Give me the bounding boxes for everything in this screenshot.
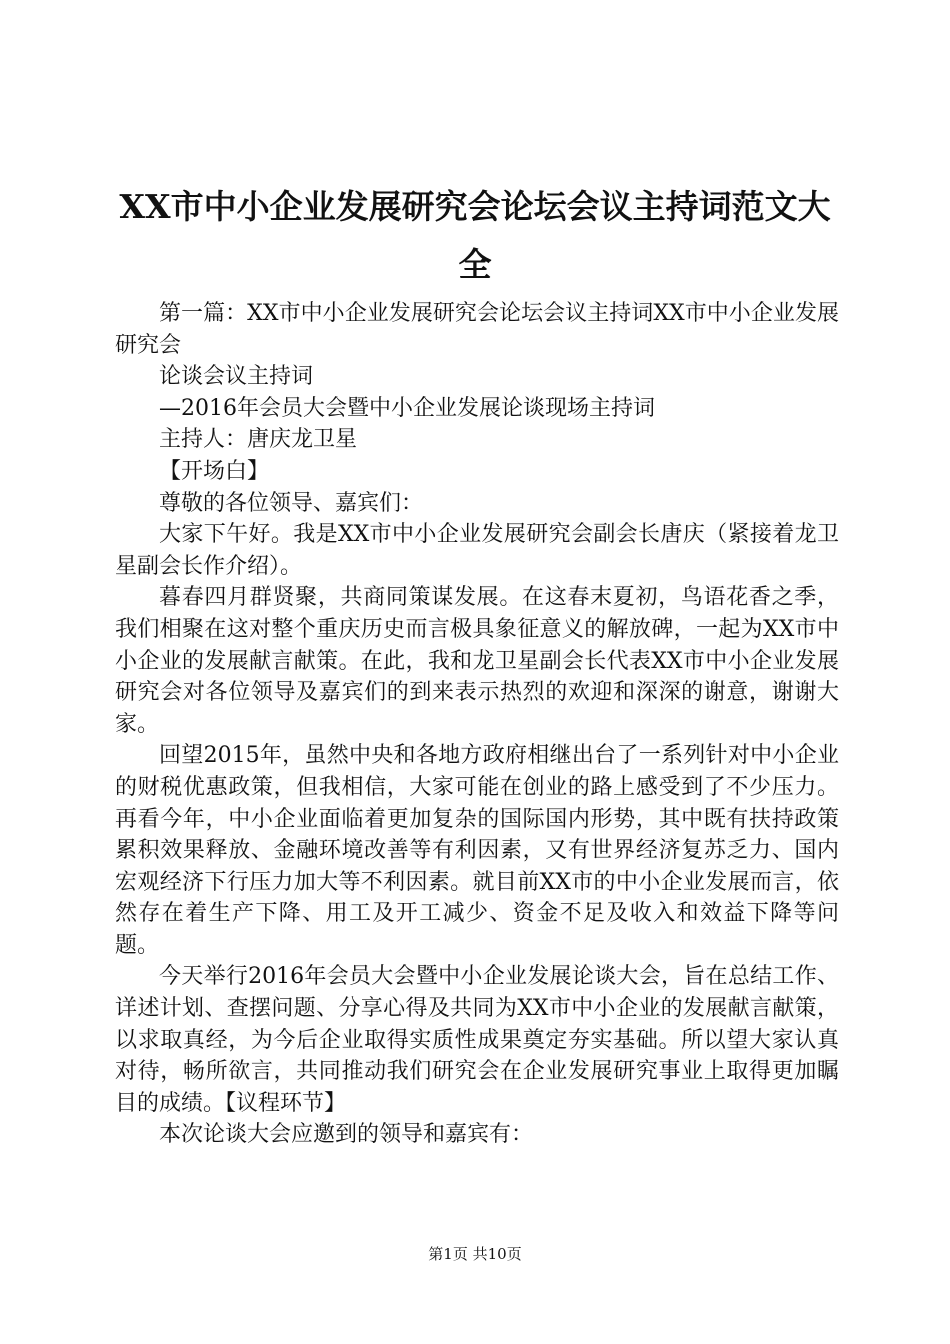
paragraph-review: 回望2015年，虽然中央和各地方政府相继出台了一系列针对中小企业的财税优惠政策，但我相信，大家可能在创业的路上感受到了不少压力。再看今年，中小企业面临着更加复杂的国际国内形势，其中既有扶持政策累积效果释放、金融环境改善等有利因素，又有世界经济复苏乏力、国内宏观经济下行压力加大等不利因素。就目前XX市的中小企业发展而言，依然存在着生产下降、用工及开工减少、资金不足及收入和效益下降等问题。 [115,743,839,958]
paragraph-host: 主持人：唐庆龙卫星 [159,427,358,453]
paragraph-guests: 本次论谈大会应邀到的领导和嘉宾有： [159,1122,534,1148]
paragraph-opening-heading: 【开场白】 [159,458,270,484]
paragraph-greeting: 大家下午好。我是XX市中小企业发展研究会副会长唐庆（紧接着龙卫星副会长作介绍）。 [115,522,839,579]
document-title: XX市中小企业发展研究会论坛会议主持词范文大全 [119,187,831,284]
page-footer: 第1页 共10页 [428,1245,522,1263]
paragraph-salutation: 尊敬的各位领导、嘉宾们： [159,490,424,516]
paragraph-welcome: 暮春四月群贤聚，共商同策谋发展。在这春末夏初，鸟语花香之季，我们相聚在这对整个重庆历史而言极具象征意义的解放碑，一起为XX市中小企业的发展献言献策。在此，我和龙卫星副会长代表XX市中小企业发展研究会对各位领导及嘉宾们的到来表示热烈的欢迎和深深的谢意，谢谢大家。 [115,585,839,737]
paragraph-subtitle: 论谈会议主持词 [159,364,314,390]
document-body [115,298,839,1151]
paragraph-first-chapter: 第一篇：XX市中小企业发展研究会论坛会议主持词XX市中小企业发展研究会 [115,301,839,358]
paragraph-event-name: —2016年会员大会暨中小企业发展论谈现场主持词 [159,395,655,421]
paragraph-purpose: 今天举行2016年会员大会暨中小企业发展论谈大会，旨在总结工作、详述计划、查摆问题、分享心得及共同为XX市中小企业的发展献言献策，以求取真经，为今后企业取得实质性成果奠定夯实基础。所以望大家认真对待，畅所欲言，共同推动我们研究会在企业发展研究事业上取得更加瞩目的成绩。【议程环节】 [115,964,839,1116]
